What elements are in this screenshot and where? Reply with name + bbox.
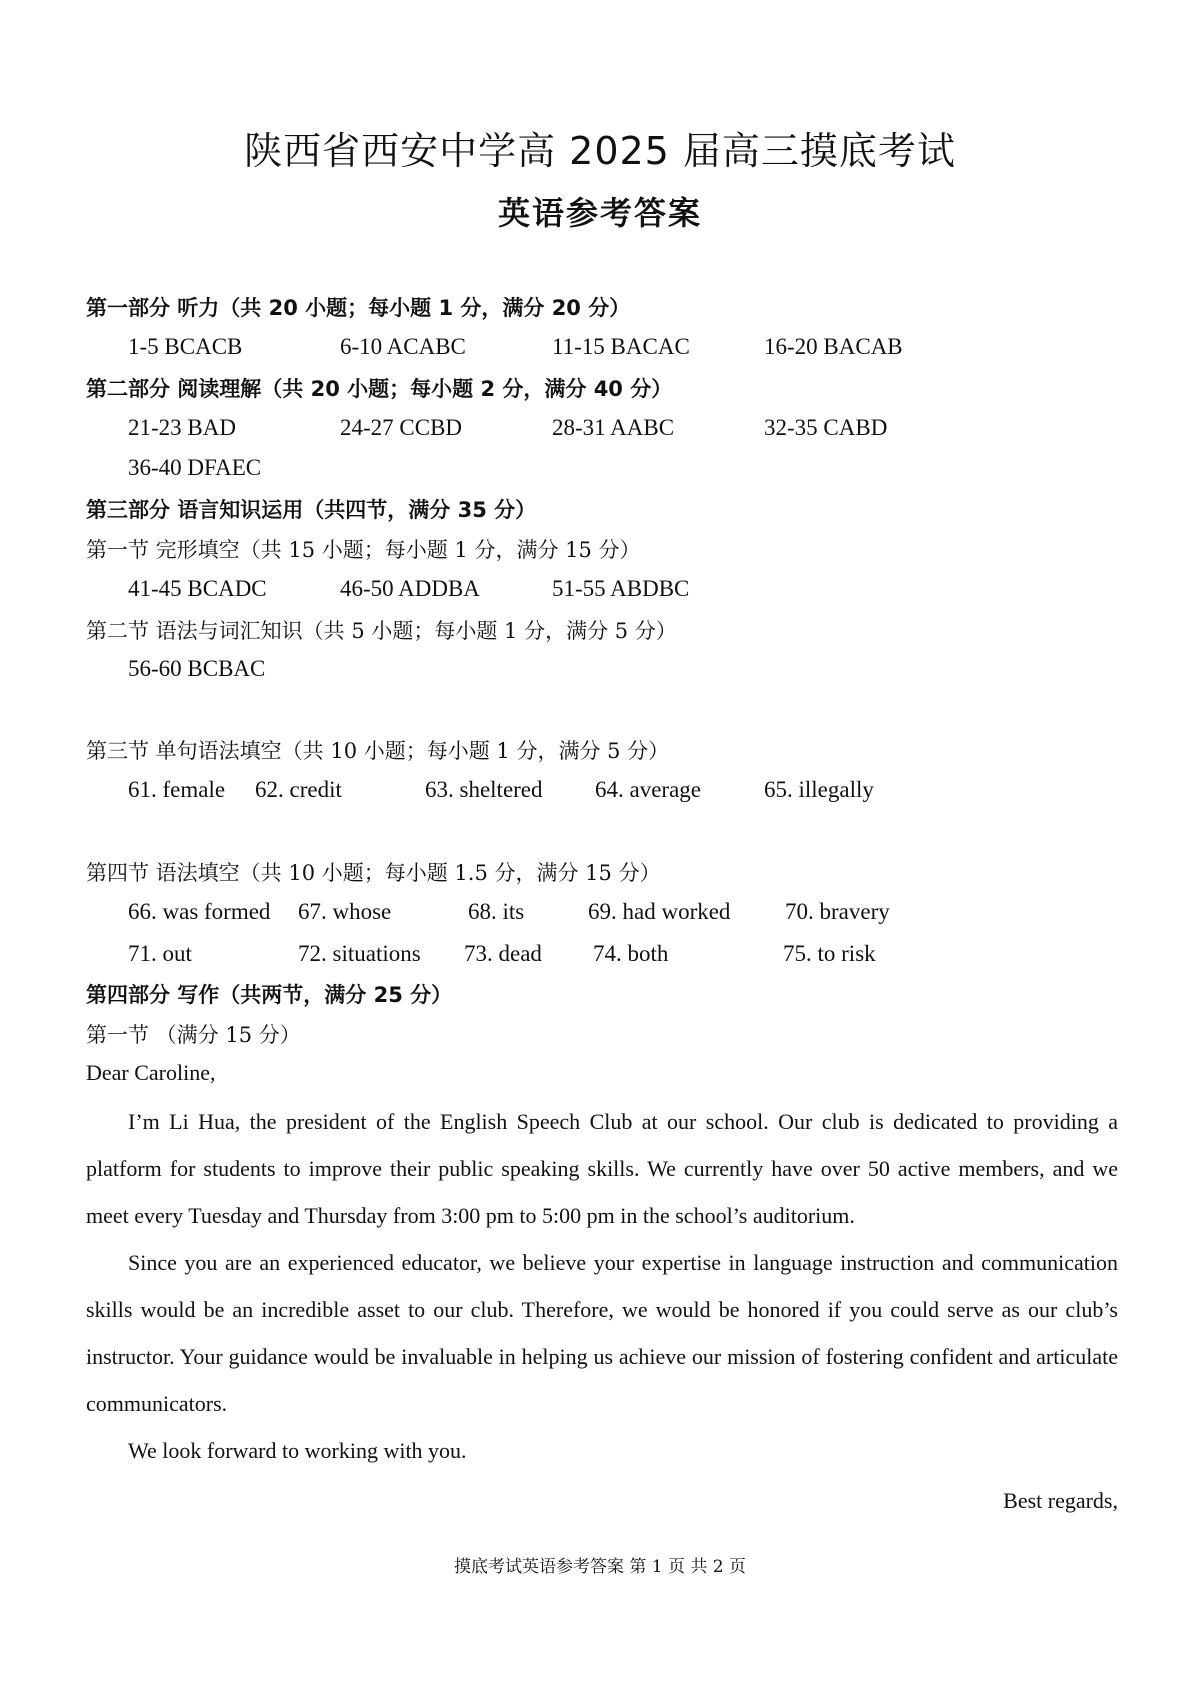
part2-heading: 第二部分 阅读理解（共 20 小题；每小题 2 分，满分 40 分）	[86, 377, 673, 401]
answer-group: 1-5 BCACB	[128, 334, 243, 359]
letter-paragraph-2: Since you are an experienced educator, we believe your expertise in language instruction and communication skills would be an incredible asset to our club. Therefore, we would be honored if you could serve as our club’s instructor. Your guidance would be invaluable in helping us achieve our mission of fostering confident and articulate communicators.	[86, 1250, 1118, 1416]
answer-group: 28-31 AABC	[552, 415, 675, 440]
answer-item: 74. both	[593, 941, 669, 966]
part3-section3-heading: 第三节 单句语法填空（共 10 小题；每小题 1 分，满分 5 分）	[86, 739, 670, 763]
letter-paragraph-3: We look forward to working with you.	[128, 1438, 467, 1463]
answer-group: 32-35 CABD	[764, 415, 888, 440]
answer-item: 69. had worked	[588, 899, 731, 924]
answer-item: 75. to risk	[783, 941, 876, 966]
answer-item: 71. out	[128, 941, 192, 966]
answer-item: 61. female	[128, 777, 226, 802]
letter-closing: Best regards,	[1003, 1488, 1118, 1513]
part3-section1-heading: 第一节 完形填空（共 15 小题；每小题 1 分，满分 15 分）	[86, 538, 641, 562]
part3-section2-heading: 第二节 语法与词汇知识（共 5 小题；每小题 1 分，满分 5 分）	[86, 619, 677, 643]
answer-item: 67. whose	[298, 899, 392, 924]
answer-group: 6-10 ACABC	[340, 334, 466, 359]
answer-key-subtitle: 英语参考答案	[497, 194, 702, 232]
exam-title: 陕西省西安中学高 2025 届高三摸底考试	[244, 129, 956, 173]
answer-group: 36-40 DFAEC	[128, 455, 262, 480]
letter-body	[86, 1098, 1118, 1474]
answer-group: 21-23 BAD	[128, 415, 236, 440]
page-footer: 摸底考试英语参考答案 第 1 页 共 2 页	[453, 1557, 747, 1577]
answer-item: 63. sheltered	[425, 777, 543, 802]
answer-item: 70. bravery	[785, 899, 890, 924]
answer-item: 65. illegally	[764, 777, 874, 802]
answer-group: 46-50 ADDBA	[340, 576, 480, 601]
answer-item: 73. dead	[464, 941, 542, 966]
part3-section4-heading: 第四节 语法填空（共 10 小题；每小题 1.5 分，满分 15 分）	[86, 861, 661, 885]
answer-group: 24-27 CCBD	[340, 415, 463, 440]
letter-paragraph-1: I’m Li Hua, the president of the English Speech Club at our school. Our club is dedicated to providing a platform for students to improve their public speaking skills. We currently have over 50 active members, and we meet every Tuesday and Thursday from 3:00 pm to 5:00 pm in the school’s auditorium.	[86, 1109, 1118, 1228]
answer-item: 64. average	[595, 777, 701, 802]
answer-group: 16-20 BACAB	[764, 334, 903, 359]
part1-heading: 第一部分 听力（共 20 小题；每小题 1 分，满分 20 分）	[86, 296, 631, 320]
answer-item: 66. was formed	[128, 899, 271, 924]
answer-item: 72. situations	[298, 941, 421, 966]
letter-salutation: Dear Caroline,	[86, 1060, 216, 1085]
answer-item: 62. credit	[255, 777, 342, 802]
answer-group: 41-45 BCADC	[128, 576, 267, 601]
answer-group: 11-15 BACAC	[552, 334, 690, 359]
answer-item: 68. its	[468, 899, 525, 924]
part4-section1-heading: 第一节 （满分 15 分）	[86, 1023, 301, 1047]
part4-heading: 第四部分 写作（共两节，满分 25 分）	[86, 983, 453, 1007]
answer-group: 51-55 ABDBC	[552, 576, 690, 601]
answer-group: 56-60 BCBAC	[128, 656, 266, 681]
part3-heading: 第三部分 语言知识运用（共四节，满分 35 分）	[86, 498, 537, 522]
